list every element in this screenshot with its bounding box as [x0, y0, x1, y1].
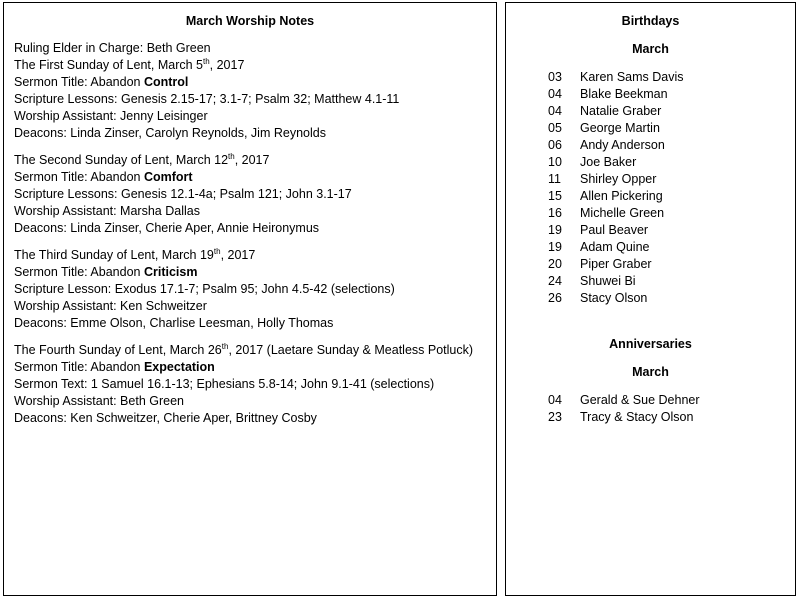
birthday-name: Paul Beaver [580, 223, 649, 237]
scripture-line: Scripture Lessons: Genesis 12.1-4a; Psalm 121; John 3.1-17 [14, 187, 352, 201]
deacons-line: Deacons: Linda Zinser, Cherie Aper, Annie Heironymus [14, 221, 320, 235]
birthday-row [548, 120, 785, 137]
birthday-row [548, 205, 785, 222]
sermon-title-line [14, 359, 486, 376]
service-date-line [14, 57, 486, 74]
sermon-title-line [14, 169, 486, 186]
birthday-row [548, 273, 785, 290]
worship-notes-panel [3, 2, 497, 596]
service-date-line [14, 152, 486, 169]
sermon-title-emphasis: Expectation [143, 360, 215, 374]
birthday-name: Shuwei Bi [580, 274, 636, 288]
worship-assistant-line: Worship Assistant: Ken Schweitzer [14, 299, 207, 313]
birthdays-panel [505, 2, 796, 596]
birthday-row [548, 69, 785, 86]
birthday-day: 24 [548, 274, 562, 288]
scripture-line: Scripture Lessons: Genesis 2.15-17; 3.1-7; Psalm 32; Matthew 4.1-11 [14, 92, 400, 106]
service-date-rest: , 2017 [234, 153, 270, 167]
service-date-line [14, 247, 486, 264]
birthdays-title: Birthdays [621, 14, 680, 28]
birthday-row [548, 154, 785, 171]
birthday-day: 06 [548, 138, 562, 152]
sermon-title-emphasis: Criticism [143, 265, 198, 279]
birthdays-month: March [632, 42, 669, 56]
date-ordinal-superscript: th [221, 341, 229, 351]
worship-notes-title: March Worship Notes [185, 14, 315, 28]
anniversary-row [548, 392, 785, 409]
service-date-rest: , 2017 [220, 248, 256, 262]
worship-assistant-line: Worship Assistant: Beth Green [14, 394, 184, 408]
scripture-line: Scripture Lesson: Exodus 17.1-7; Psalm 95; John 4.5-42 (selections) [14, 282, 395, 296]
sermon-title-line [14, 74, 486, 91]
birthday-name: Michelle Green [580, 206, 665, 220]
birthday-row [548, 239, 785, 256]
date-ordinal-superscript: th [202, 56, 210, 66]
deacons-line: Deacons: Linda Zinser, Carolyn Reynolds, Jim Reynolds [14, 126, 326, 140]
worship-assistant-line: Worship Assistant: Jenny Leisinger [14, 109, 208, 123]
sermon-title-prefix: Sermon Title: Abandon [14, 360, 144, 374]
birthday-name: Shirley Opper [580, 172, 657, 186]
birthday-name: Joe Baker [580, 155, 637, 169]
service-date-text: The First Sunday of Lent, March 5 [14, 58, 203, 72]
service-block [14, 342, 486, 427]
birthday-name: Adam Quine [580, 240, 650, 254]
service-date-rest: , 2017 [209, 58, 245, 72]
service-block [14, 152, 486, 237]
birthday-day: 05 [548, 121, 562, 135]
sermon-title-prefix: Sermon Title: Abandon [14, 75, 144, 89]
birthday-day: 15 [548, 189, 562, 203]
birthday-day: 10 [548, 155, 562, 169]
date-ordinal-superscript: th [228, 151, 235, 161]
birthdays-list [516, 69, 785, 307]
scripture-line: Sermon Text: 1 Samuel 16.1-13; Ephesians 5.8-14; John 9.1-41 (selections) [14, 377, 435, 391]
birthday-day: 26 [548, 291, 562, 305]
birthday-day: 04 [548, 87, 562, 101]
birthday-name: Piper Graber [580, 257, 652, 271]
birthday-name: Andy Anderson [580, 138, 665, 152]
birthday-row [548, 256, 785, 273]
service-date-text: The Third Sunday of Lent, March 19 [14, 248, 214, 262]
services-list [14, 57, 486, 427]
service-date-text: The Fourth Sunday of Lent, March 26 [14, 343, 222, 357]
date-ordinal-superscript: th [213, 246, 221, 256]
birthday-day: 03 [548, 70, 562, 84]
service-block [14, 247, 486, 332]
birthday-day: 11 [548, 172, 561, 186]
service-block [14, 57, 486, 142]
birthday-day: 19 [548, 223, 562, 237]
deacons-line: Deacons: Emme Olson, Charlise Leesman, Holly Thomas [14, 316, 334, 330]
birthday-name: Natalie Graber [580, 104, 662, 118]
birthday-row [548, 103, 785, 120]
sermon-title-line [14, 264, 486, 281]
service-date-rest: , 2017 (Laetare Sunday & Meatless Potluck) [228, 343, 474, 357]
sermon-title-emphasis: Control [143, 75, 189, 89]
birthday-row [548, 222, 785, 239]
anniversaries-month: March [632, 365, 669, 379]
birthday-day: 19 [548, 240, 562, 254]
service-date-line [14, 342, 486, 359]
anniversaries-list [516, 392, 785, 426]
sermon-title-emphasis: Comfort [143, 170, 193, 184]
worship-assistant-line: Worship Assistant: Marsha Dallas [14, 204, 200, 218]
anniversary-name: Gerald & Sue Dehner [580, 393, 700, 407]
birthday-row [548, 188, 785, 205]
anniversary-day: 23 [548, 410, 562, 424]
ruling-elder-line: Ruling Elder in Charge: Beth Green [14, 41, 211, 55]
deacons-line: Deacons: Ken Schweitzer, Cherie Aper, Brittney Cosby [14, 411, 317, 425]
birthday-day: 16 [548, 206, 562, 220]
anniversary-day: 04 [548, 393, 562, 407]
birthday-row [548, 290, 785, 307]
birthday-day: 04 [548, 104, 562, 118]
birthday-name: Stacy Olson [580, 291, 648, 305]
sermon-title-prefix: Sermon Title: Abandon [14, 265, 144, 279]
birthday-name: Allen Pickering [580, 189, 663, 203]
birthday-name: George Martin [580, 121, 660, 135]
birthday-row [548, 86, 785, 103]
birthday-name: Blake Beekman [580, 87, 668, 101]
anniversary-row [548, 409, 785, 426]
sermon-title-prefix: Sermon Title: Abandon [14, 170, 144, 184]
birthday-day: 20 [548, 257, 562, 271]
birthday-row [548, 171, 785, 188]
birthday-name: Karen Sams Davis [580, 70, 684, 84]
service-date-text: The Second Sunday of Lent, March 12 [14, 153, 229, 167]
birthday-row [548, 137, 785, 154]
anniversary-name: Tracy & Stacy Olson [580, 410, 694, 424]
anniversaries-title: Anniversaries [609, 337, 692, 351]
